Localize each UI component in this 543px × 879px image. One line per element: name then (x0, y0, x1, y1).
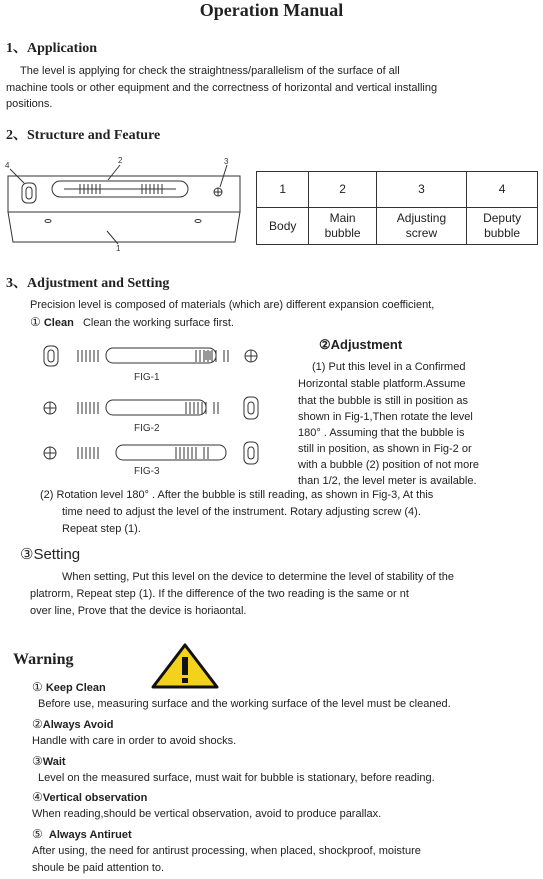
table-name-screw: screw (405, 226, 438, 240)
adj-line-5: 180° . Assuming that the bubble is (298, 427, 465, 439)
table-name-adjusting-screw (376, 208, 466, 245)
fig3-deputy-bubble-icon (244, 442, 258, 464)
deputy-bubble-icon (22, 183, 36, 203)
table-number-4: 4 (467, 172, 538, 208)
table-number-2: 2 (309, 172, 376, 208)
warning-heading: Warning (13, 651, 74, 668)
fig-3-label: FIG-3 (134, 466, 160, 477)
warning-label-1: Keep Clean (45, 682, 106, 694)
clean-text: Clean the working surface first. (82, 317, 234, 329)
table-name-body (257, 208, 309, 245)
warning-label-5: Always Antiruet (48, 829, 132, 841)
adj-line-7: with a bubble (2) position of not more (298, 459, 479, 471)
callout-4: 4 (5, 161, 10, 170)
clean-label: Clean (43, 317, 74, 329)
table-name-bubble: bubble (324, 226, 361, 240)
table-name-deputy-bubble (467, 208, 538, 245)
fig2-deputy-bubble-icon (244, 397, 258, 419)
adjustment-subheading: ②Adjustment (319, 337, 403, 352)
application-heading: 1、Application (6, 41, 98, 56)
warning-label-2: Always Avoid (42, 719, 114, 731)
table-name-main-bubble (309, 208, 376, 245)
page-title: Operation Manual (199, 0, 344, 20)
level-body-side (8, 212, 240, 242)
warning-last-line: shoule be paid attention to. (32, 862, 165, 874)
adj-line-6: still in position, as shown in Fig-2 or (298, 443, 472, 455)
fig1-deputy-bubble-icon (44, 346, 58, 366)
table-name-main: Main (329, 211, 356, 225)
warning-item-5 (32, 827, 132, 841)
clean-step (30, 314, 234, 332)
fig3-vial (116, 445, 226, 460)
table-name-adjusting: Adjusting (396, 211, 447, 225)
clean-number: ① (30, 315, 41, 329)
adjustment-intro: Precision level is composed of materials (which are) different expansion coefficient, (30, 299, 435, 311)
adj-line-3: that the bubble is still in position as (298, 395, 468, 407)
callout-2: 2 (118, 156, 123, 165)
setting-line-2: platrorm, Repeat step (1). If the difference of the two reading is the same or nt (30, 588, 409, 600)
fig2-vial (106, 400, 206, 415)
warning-triangle-icon (150, 642, 220, 690)
setting-line-1: When setting, Put this level on the device to determine the level of stability of the (62, 571, 454, 583)
table-number-3: 3 (376, 172, 466, 208)
warning-item-1 (32, 680, 106, 694)
warning-label-4: Vertical observation (42, 792, 148, 804)
warning-num-1: ① (32, 680, 43, 694)
fig-1-label: FIG-1 (134, 372, 160, 383)
structure-table (256, 171, 538, 245)
figures-diagram (36, 340, 276, 480)
warning-num-5: ⑤ (32, 827, 43, 841)
warning-num-3: ③ (32, 754, 43, 768)
adj-line-8: than 1/2, the level meter is available. (298, 475, 477, 487)
fig-2-label: FIG-2 (134, 423, 160, 434)
level-diagram (2, 150, 247, 255)
table-name-body-text: Body (269, 218, 297, 233)
table-number-1: 1 (257, 172, 309, 208)
setting-line-3: over line, Prove that the device is horiaontal. (30, 605, 247, 617)
adj-line-1: (1) Put this level in a Confirmed (312, 361, 466, 373)
setting-heading: ③Setting (20, 546, 81, 563)
application-line-1: The level is applying for check the straightness/parallelism of the surface of all (20, 65, 400, 77)
callout-3: 3 (224, 157, 229, 166)
application-line-2: machine tools or other equipment and the correctness of horizontal and vertical installing (6, 82, 438, 94)
warning-item-4 (32, 790, 147, 804)
structure-heading: 2、Structure and Feature (6, 128, 161, 143)
warning-text-3: Level on the measured surface, must wait for bubble is stationary, before reading. (38, 772, 435, 784)
warning-text-4: When reading,should be vertical observation, avoid to produce parallax. (32, 808, 382, 820)
table-name-deputy: Deputy (483, 211, 522, 225)
step2-line-3: Repeat step (1). (62, 523, 141, 535)
warning-item-3 (32, 754, 66, 768)
adj-line-2: Horizontal stable platform.Assume (298, 378, 466, 390)
warning-text-5: After using, the need for antirust processing, when placed, shockproof, moisture (32, 845, 421, 857)
table-name-bubble-2: bubble (484, 226, 521, 240)
warning-text-1: Before use, measuring surface and the working surface of the level must be cleaned. (38, 698, 451, 710)
application-line-3: positions. (6, 98, 53, 110)
warning-num-4: ④ (32, 790, 43, 804)
warning-item-2 (32, 717, 113, 731)
adjustment-heading: 3、Adjustment and Setting (6, 276, 170, 291)
callout-1: 1 (116, 244, 121, 253)
warning-text-2: Handle with care in order to avoid shocks. (32, 735, 237, 747)
step2-line-1: (2) Rotation level 180° . After the bubble is still reading, as shown in Fig-3, At this (40, 489, 434, 501)
adj-line-4: shown in Fig-1,Then rotate the level (298, 411, 473, 423)
step2-line-2: time need to adjust the level of the instrument. Rotary adjusting screw (4). (62, 506, 421, 518)
warning-label-3: Wait (42, 756, 66, 768)
warning-num-2: ② (32, 717, 43, 731)
